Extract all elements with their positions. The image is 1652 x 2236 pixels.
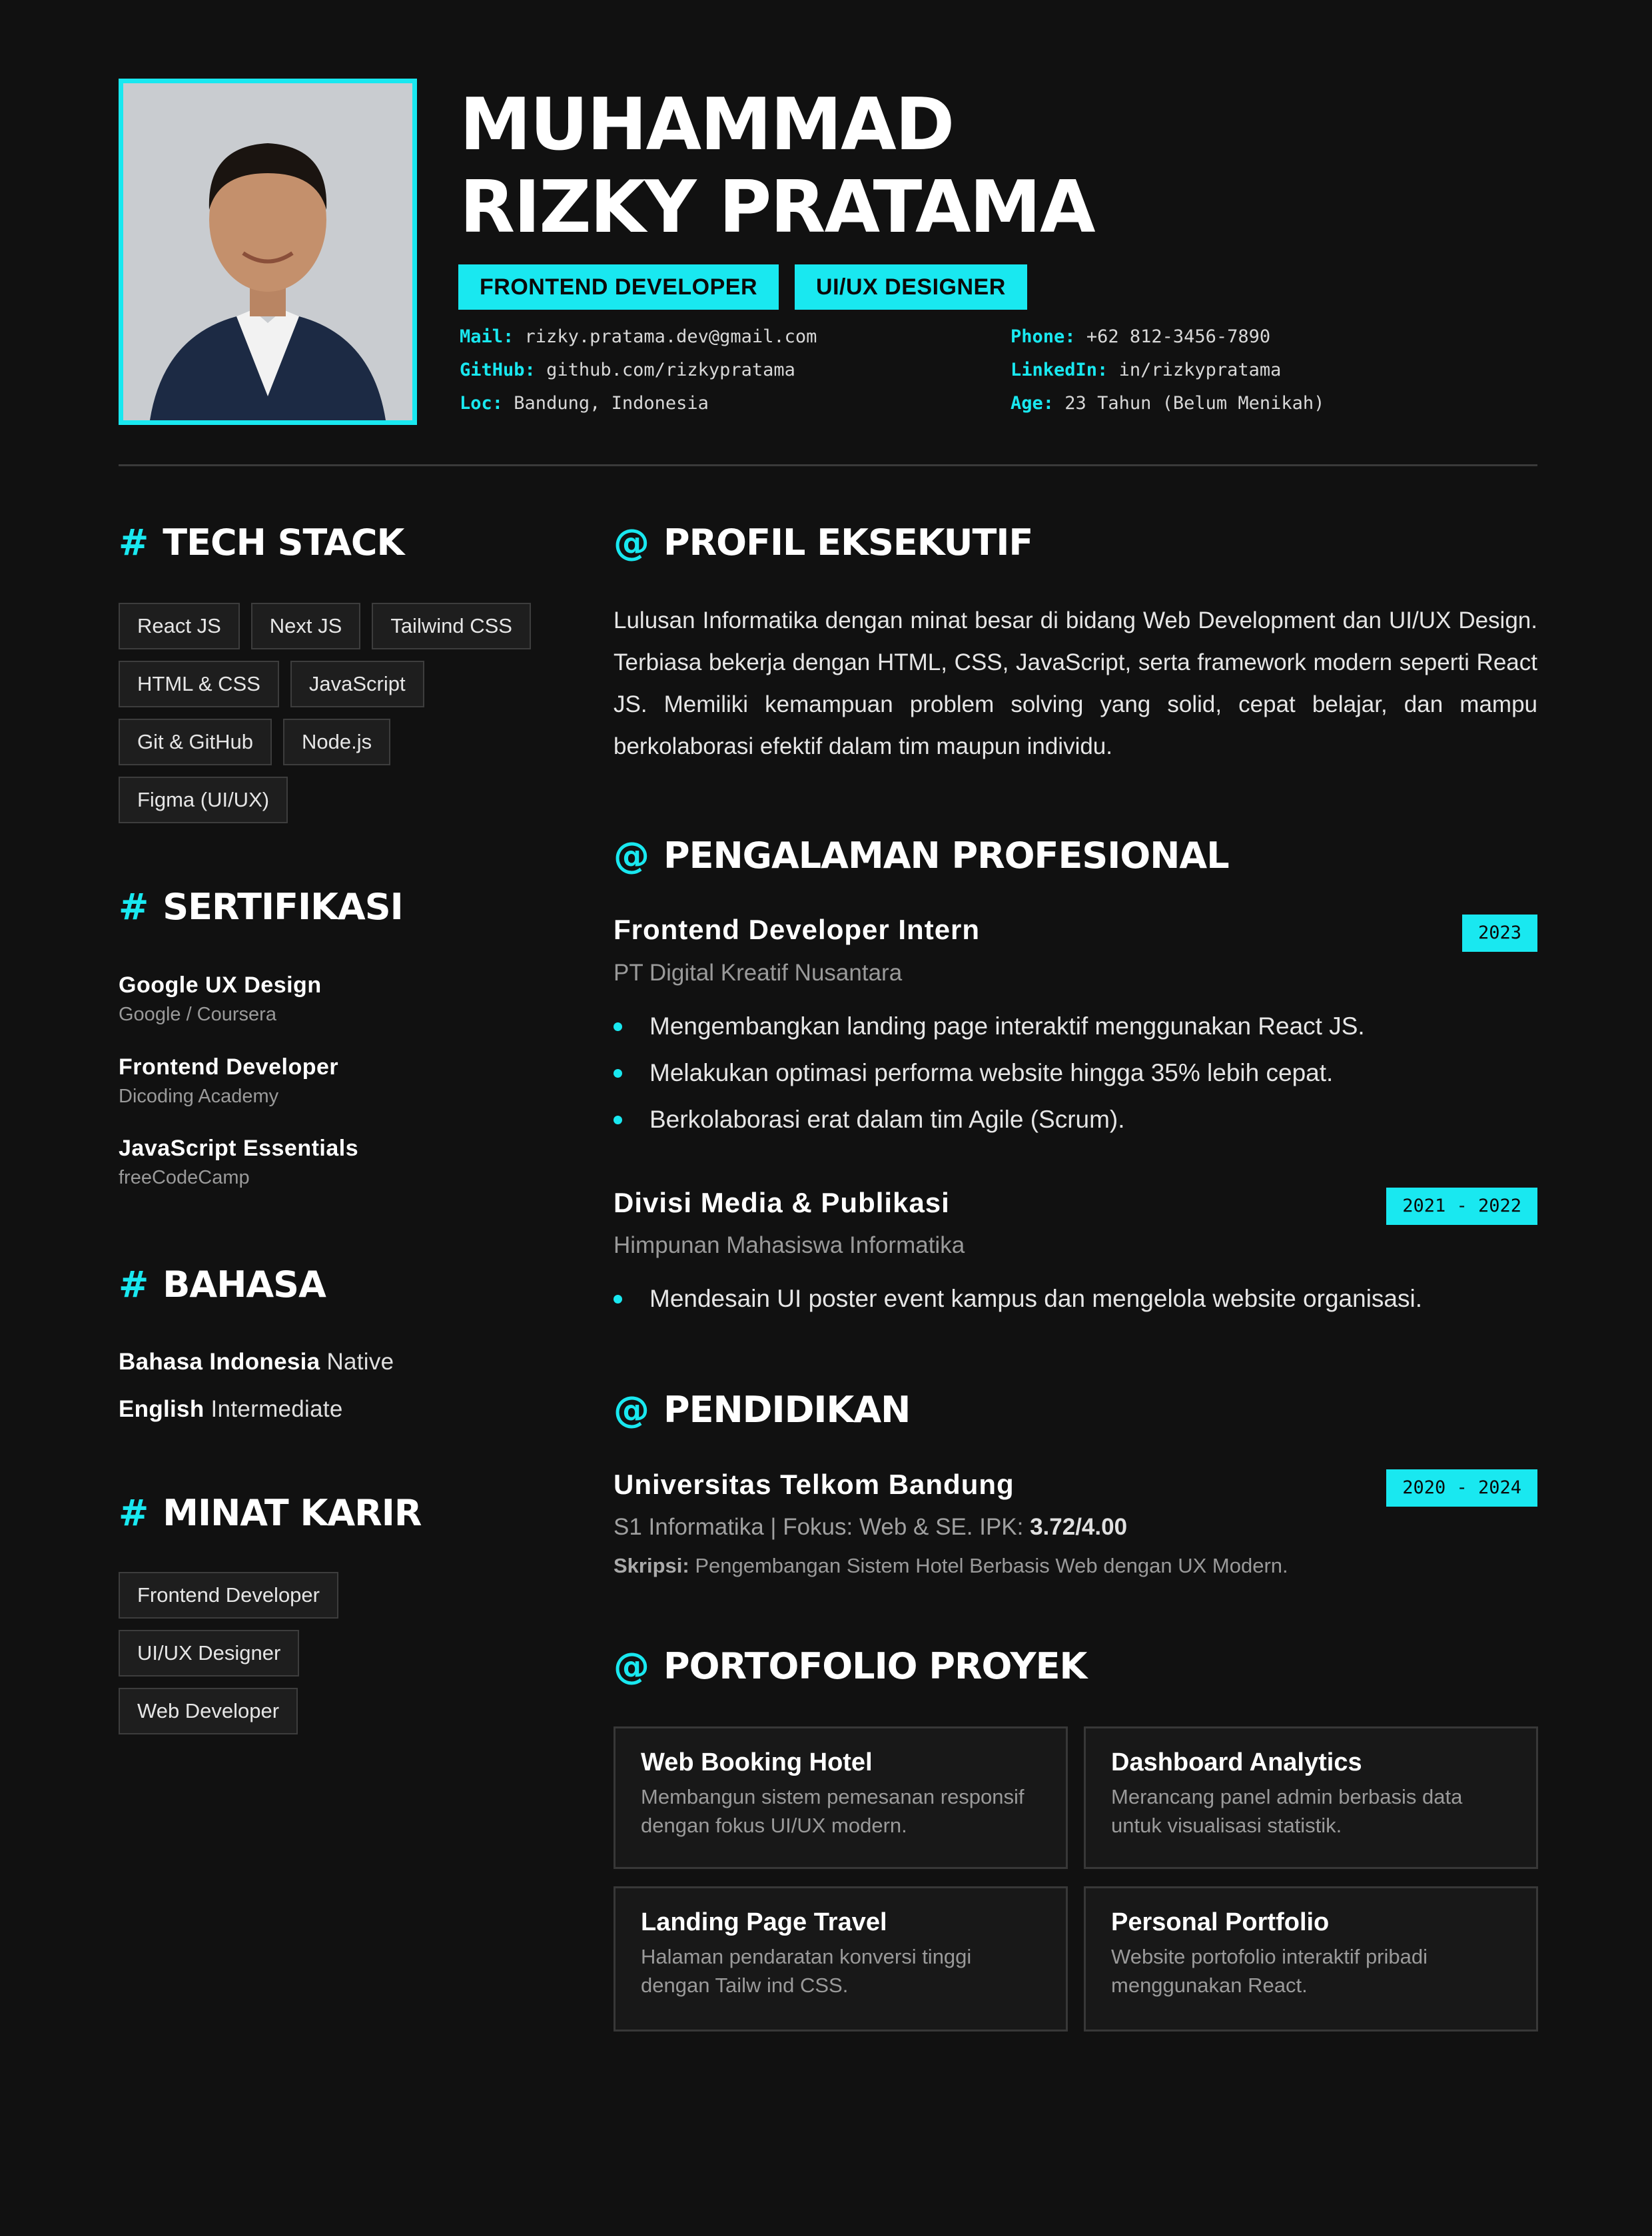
- mail-value: rizky.pratama.dev@gmail.com: [524, 326, 817, 347]
- loc-value: Bandung, Indonesia: [514, 393, 709, 414]
- year-badge: 2023: [1462, 915, 1537, 952]
- project-title: Landing Page Travel: [641, 1908, 887, 1936]
- thesis-text: Pengembangan Sistem Hotel Berbasis Web dengan UX Modern.: [689, 1554, 1288, 1577]
- project-description: Website portofolio interaktif pribadi menggunakan React.: [1111, 1945, 1428, 1997]
- certification-issuer: Google / Coursera: [119, 1004, 276, 1025]
- tech-tag: Git & GitHub: [119, 719, 272, 765]
- hash-icon: #: [119, 1264, 149, 1305]
- profile-summary: Lulusan Informatika dengan minat besar di bidang Web Development dan UI/UX Design. Terbiasa bekerja dengan HTML, CSS, JavaScript, serta framework modern seperti React JS. Memiliki kemampuan problem solving yang solid, cepat belajar, dan mampu berkolaborasi efektif dalam tim maupun individu.: [614, 607, 1537, 759]
- languages-title: BAHASA: [163, 1264, 326, 1305]
- certification-title: JavaScript Essentials: [119, 1136, 359, 1161]
- job-organization: PT Digital Kreatif Nusantara: [614, 960, 903, 986]
- experience-title: PENGALAMAN PROFESIONAL: [663, 835, 1229, 877]
- thesis-label: Skripsi:: [614, 1554, 689, 1577]
- language-name: Bahasa Indonesia: [119, 1349, 320, 1375]
- role-badge-frontend: FRONTEND DEVELOPER: [458, 264, 779, 310]
- languages-heading: [119, 1264, 326, 1306]
- linkedin-value: in/rizkypratama: [1118, 360, 1282, 380]
- language-item: [119, 1349, 394, 1375]
- career-interest-tags: [119, 1572, 518, 1734]
- project-title: Web Booking Hotel: [641, 1748, 873, 1776]
- at-icon: @: [614, 1645, 649, 1687]
- job-bullet: Mendesain UI poster event kampus dan mengelola website organisasi.: [614, 1280, 1422, 1327]
- portfolio-heading: [614, 1645, 1086, 1688]
- role-badge-uiux: UI/UX DESIGNER: [795, 264, 1027, 310]
- certification-item: [119, 1054, 545, 1108]
- certification-issuer: Dicoding Academy: [119, 1086, 279, 1107]
- language-level: Native: [326, 1349, 394, 1375]
- hash-icon: #: [119, 522, 149, 563]
- education-heading: [614, 1389, 910, 1431]
- project-description: Membangun sistem pemesanan responsif dengan fokus UI/UX modern.: [641, 1785, 1025, 1837]
- tech-tag: Figma (UI/UX): [119, 777, 288, 823]
- career-tag: UI/UX Designer: [119, 1630, 299, 1677]
- tech-stack-tags: [119, 603, 532, 823]
- career-tag: Web Developer: [119, 1688, 298, 1734]
- tech-tag: Node.js: [283, 719, 390, 765]
- contact-mail[interactable]: [460, 326, 817, 347]
- job-bullets: [614, 1008, 1365, 1148]
- candidate-name: [460, 84, 1094, 249]
- project-card[interactable]: [1084, 1886, 1538, 2032]
- profile-title: PROFIL EKSEKUTIF: [663, 522, 1033, 563]
- tech-tag: React JS: [119, 603, 240, 649]
- job-bullet: Berkolaborasi erat dalam tim Agile (Scrum).: [614, 1101, 1365, 1148]
- contact-linkedin[interactable]: [1011, 360, 1281, 380]
- certification-title: Google UX Design: [119, 972, 322, 998]
- contact-phone[interactable]: [1011, 326, 1270, 347]
- project-title: Dashboard Analytics: [1111, 1748, 1362, 1776]
- job-organization: Himpunan Mahasiswa Informatika: [614, 1232, 965, 1258]
- project-card[interactable]: [1084, 1726, 1538, 1869]
- hash-icon: #: [119, 1492, 149, 1534]
- contact-location: [460, 393, 709, 414]
- role-badges: [458, 264, 1027, 310]
- phone-label: Phone:: [1011, 326, 1076, 347]
- profile-photo: [119, 79, 417, 425]
- portfolio-title: PORTOFOLIO PROYEK: [663, 1645, 1087, 1687]
- loc-label: Loc:: [460, 393, 504, 414]
- name-line-1: MUHAMMAD: [460, 83, 954, 167]
- language-name: English: [119, 1396, 205, 1422]
- project-description: Halaman pendaratan konversi tinggi dengan Tailw ind CSS.: [641, 1945, 972, 1997]
- project-description: Merancang panel admin berbasis data untuk visualisasi statistik.: [1111, 1785, 1463, 1837]
- year-badge: 2021 - 2022: [1386, 1188, 1537, 1225]
- education-title: PENDIDIKAN: [663, 1389, 911, 1431]
- tech-tag: Next JS: [251, 603, 361, 649]
- phone-value: +62 812-3456-7890: [1086, 326, 1271, 347]
- experience-heading: [614, 835, 1229, 877]
- certification-title: Frontend Developer: [119, 1054, 339, 1080]
- contact-github[interactable]: [460, 360, 795, 380]
- project-title: Personal Portfolio: [1111, 1908, 1330, 1936]
- certifications-title: SERTIFIKASI: [163, 886, 403, 928]
- age-value: 23 Tahun (Belum Menikah): [1064, 393, 1325, 414]
- linkedin-label: LinkedIn:: [1011, 360, 1108, 380]
- certification-item: [119, 972, 545, 1026]
- certification-issuer: freeCodeCamp: [119, 1167, 250, 1188]
- job-title: Divisi Media & Publikasi: [614, 1187, 950, 1218]
- project-card[interactable]: [614, 1886, 1068, 2032]
- job-bullet: Melakukan optimasi performa website hingga 35% lebih cepat.: [614, 1054, 1365, 1101]
- age-label: Age:: [1011, 393, 1054, 414]
- header-divider: [119, 464, 1537, 466]
- career-tag: Frontend Developer: [119, 1572, 338, 1619]
- github-value: github.com/rizkypratama: [546, 360, 795, 380]
- project-card[interactable]: [614, 1726, 1068, 1869]
- school-name: Universitas Telkom Bandung: [614, 1469, 1015, 1500]
- career-interests-title: MINAT KARIR: [163, 1492, 422, 1534]
- mail-label: Mail:: [460, 326, 514, 347]
- certification-item: [119, 1136, 545, 1189]
- education-program: [614, 1514, 1127, 1541]
- language-item: [119, 1396, 343, 1423]
- at-icon: @: [614, 522, 649, 563]
- tech-stack-heading: [119, 522, 404, 564]
- contact-age: [1011, 393, 1324, 414]
- hash-icon: #: [119, 886, 149, 928]
- tech-tag: Tailwind CSS: [372, 603, 531, 649]
- year-badge: 2020 - 2024: [1386, 1469, 1537, 1507]
- tech-tag: JavaScript: [290, 661, 424, 707]
- github-label: GitHub:: [460, 360, 536, 380]
- language-level: Intermediate: [210, 1396, 343, 1422]
- certifications-heading: [119, 886, 403, 929]
- program-text: S1 Informatika | Fokus: Web & SE. IPK:: [614, 1514, 1031, 1540]
- gpa-value: 3.72/4.00: [1030, 1514, 1128, 1540]
- tech-tag: HTML & CSS: [119, 661, 279, 707]
- name-line-2: RIZKY PRATAMA: [460, 166, 1094, 249]
- at-icon: @: [614, 835, 649, 877]
- job-title: Frontend Developer Intern: [614, 914, 981, 945]
- profile-heading: [614, 522, 1032, 564]
- job-bullet: Mengembangkan landing page interaktif menggunakan React JS.: [614, 1008, 1365, 1054]
- career-interests-heading: [119, 1492, 421, 1535]
- job-bullets: [614, 1280, 1422, 1327]
- tech-stack-title: TECH STACK: [163, 522, 404, 563]
- education-thesis: [614, 1554, 1288, 1578]
- at-icon: @: [614, 1389, 649, 1431]
